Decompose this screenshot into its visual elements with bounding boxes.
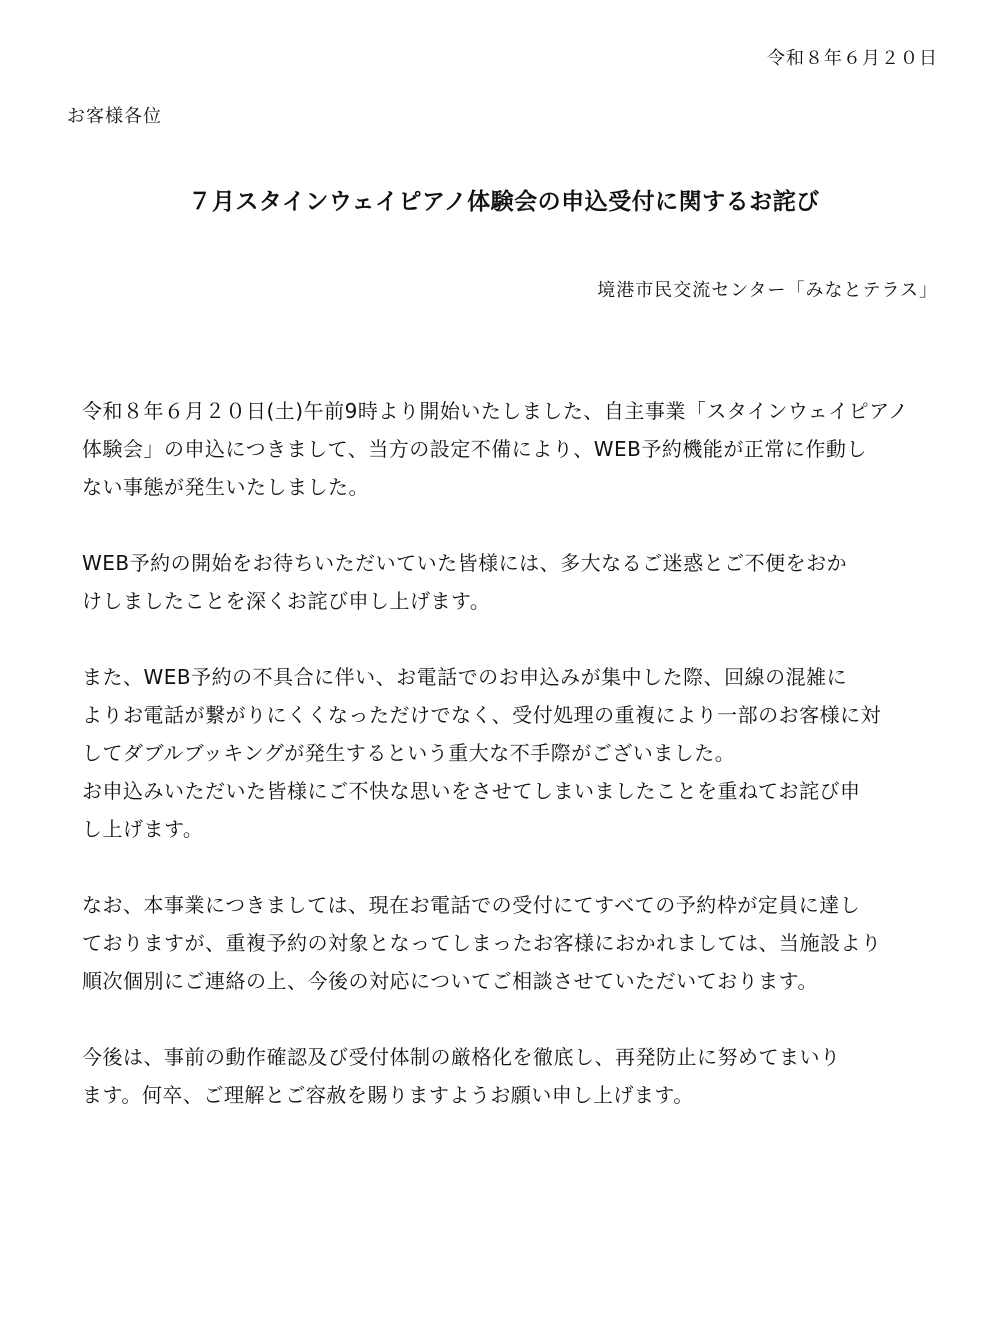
paragraph-line: 順次個別にご連絡の上、今後の対応についてご相談させていただいております。 [82,969,818,993]
paragraph-1 [82,392,932,506]
paragraph-line: してダブルブッキングが発生するという重大な不手際がございました。 [82,741,736,765]
paragraph-3 [82,658,932,848]
paragraph-line: ない事態が発生いたしました。 [82,475,369,499]
paragraph-line: けしましたことを深くお詫び申し上げます。 [82,589,491,613]
document-title: ７月スタインウェイピアノ体験会の申込受付に関するお詫び [188,189,820,215]
paragraph-line: 今後は、事前の動作確認及び受付体制の厳格化を徹底し、再発防止に努めてまいり [82,1045,841,1069]
paragraph-line: WEB予約の開始をお待ちいただいていた皆様には、多大なるご迷惑とご不便をおか [82,551,848,575]
paragraph-line: 令和８年６月２０日(土)午前9時より開始いたしました、自主事業「スタインウェイピアノ [82,399,909,423]
paragraph-line: し上げます。 [82,817,204,841]
paragraph-line: また、WEB予約の不具合に伴い、お電話でのお申込みが集中した際、回線の混雑に [82,665,848,689]
paragraph-2 [82,544,932,620]
paragraph-line: なお、本事業につきましては、現在お電話での受付にてすべての予約枠が定員に達し [82,893,861,917]
paragraph-4 [82,886,932,1000]
sender: 境港市民交流センター「みなとテラス」 [597,280,938,301]
addressee: お客様各位 [67,106,162,127]
paragraph-line: よりお電話が繋がりにくくなっただけでなく、受付処理の重複により一部のお客様に対 [82,703,882,727]
paragraph-line: ておりますが、重複予約の対象となってしまったお客様におかれましては、当施設より [82,931,882,955]
document-date: 令和８年６月２０日 [767,48,938,69]
paragraph-line: 体験会」の申込につきまして、当方の設定不備により、WEB予約機能が正常に作動し [82,437,867,461]
paragraph-line: ます。何卒、ご理解とご容赦を賜りますようお願い申し上げます。 [82,1083,694,1107]
paragraph-5 [82,1038,932,1114]
document-body [82,392,932,1152]
paragraph-line: お申込みいただいた皆様にご不快な思いをさせてしまいましたことを重ねてお詫び申 [82,779,861,803]
